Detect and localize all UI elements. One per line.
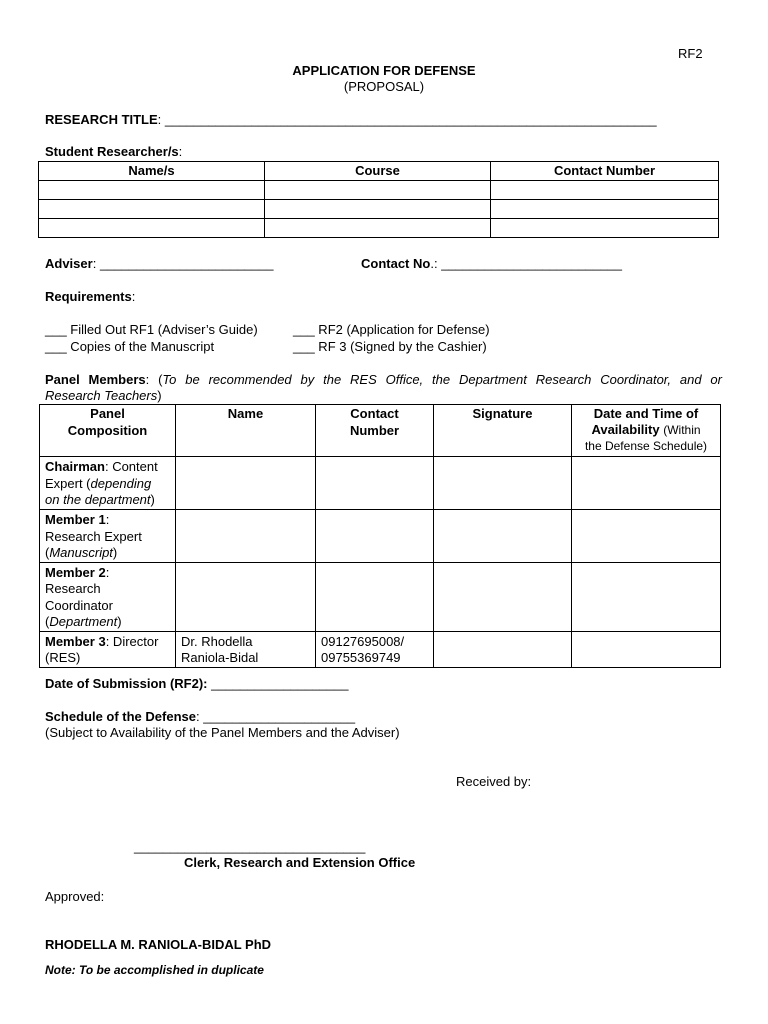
requirement-item[interactable]: ___ RF2 (Application for Defense) (293, 322, 490, 337)
adviser-contact-field[interactable]: Contact No.: _________________________ (361, 256, 622, 271)
panel-members-table (39, 404, 721, 668)
panel-availability-cell[interactable] (572, 510, 721, 563)
student-contact-cell[interactable] (491, 219, 719, 238)
research-title-field[interactable]: RESEARCH TITLE: ____________________________________________________________________ (45, 112, 657, 127)
column-header-name: Name (176, 405, 316, 457)
panel-availability-cell[interactable] (572, 457, 721, 510)
column-header-course: Course (265, 162, 491, 181)
student-course-cell[interactable] (265, 181, 491, 200)
clerk-title: Clerk, Research and Extension Office (184, 855, 416, 870)
student-name-cell[interactable] (39, 200, 265, 219)
panel-contact-cell[interactable] (316, 510, 434, 563)
panel-members-heading: Panel Members: (To be recommended by the RES Office, the Department Research Coordinator, and or (45, 372, 722, 387)
table-row (40, 510, 721, 563)
form-title: APPLICATION FOR DEFENSE (292, 63, 476, 78)
form-code: RF2 (678, 46, 703, 61)
panel-role-member-2: Member 2: Research Coordinator (Department) (40, 562, 176, 631)
adviser-line[interactable]: ________________________ (99, 256, 274, 271)
defense-schedule-label: Schedule of the Defense (45, 709, 196, 724)
panel-availability-cell[interactable] (572, 562, 721, 631)
submission-date-line[interactable]: ___________________ (211, 676, 349, 691)
student-name-cell[interactable] (39, 219, 265, 238)
requirement-item[interactable]: ___ RF 3 (Signed by the Cashier) (293, 339, 487, 354)
student-course-cell[interactable] (265, 219, 491, 238)
panel-contact-cell[interactable] (316, 457, 434, 510)
submission-date-field[interactable] (45, 676, 349, 692)
panel-name-cell: Dr. Rhodella Raniola-Bidal (176, 631, 316, 667)
adviser-label: Adviser (45, 256, 93, 271)
table-row (39, 200, 719, 219)
student-contact-cell[interactable] (491, 181, 719, 200)
student-course-cell[interactable] (265, 200, 491, 219)
panel-signature-cell[interactable] (434, 510, 572, 563)
panel-role-member-1: Member 1: Research Expert (Manuscript) (40, 510, 176, 563)
defense-schedule-line[interactable]: _____________________ (203, 709, 356, 724)
defense-schedule-note: (Subject to Availability of the Panel Members and the Adviser) (45, 725, 400, 740)
table-row (39, 219, 719, 238)
form-subtitle: (PROPOSAL) (343, 79, 425, 94)
panel-name-cell[interactable] (176, 562, 316, 631)
column-header-contact: Contact Number (491, 162, 719, 181)
panel-role-chairman: Chairman: Content Expert (depending on the department) (40, 457, 176, 510)
student-name-cell[interactable] (39, 181, 265, 200)
panel-contact-cell[interactable] (316, 562, 434, 631)
defense-schedule-field[interactable]: Schedule of the Defense: _____________________ (45, 709, 356, 724)
table-row (40, 631, 721, 667)
duplicate-note: Note: To be accomplished in duplicate (45, 963, 264, 977)
panel-name-cell[interactable] (176, 457, 316, 510)
adviser-contact-line[interactable]: _________________________ (441, 256, 622, 271)
adviser-contact-label: Contact No (361, 256, 431, 271)
panel-role-member-3: Member 3: Director (RES) (40, 631, 176, 667)
panel-signature-cell[interactable] (434, 562, 572, 631)
panel-availability-cell[interactable] (572, 631, 721, 667)
submission-date-label: Date of Submission (RF2): (45, 676, 208, 691)
panel-members-note: Research Teachers) (45, 388, 162, 403)
table-row (40, 562, 721, 631)
column-header-signature: Signature (434, 405, 572, 457)
requirement-item[interactable]: ___ Copies of the Manuscript (45, 339, 215, 354)
table-row (39, 181, 719, 200)
panel-name-cell[interactable] (176, 510, 316, 563)
panel-contact-cell: 09127695008/ 09755369749 (316, 631, 434, 667)
requirements-heading: Requirements: (45, 289, 136, 304)
table-row (40, 457, 721, 510)
approver-name: RHODELLA M. RANIOLA-BIDAL PhD (45, 937, 272, 952)
research-title-label: RESEARCH TITLE (45, 112, 158, 127)
approved-label: Approved: (45, 889, 105, 904)
student-researchers-table (38, 161, 719, 238)
column-header-composition: Panel Composition (40, 405, 176, 457)
received-by-label: Received by: (456, 774, 532, 789)
adviser-field[interactable]: Adviser: ________________________ (45, 256, 274, 271)
panel-signature-cell[interactable] (434, 631, 572, 667)
clerk-signature-line[interactable]: ________________________________ (134, 839, 366, 854)
student-contact-cell[interactable] (491, 200, 719, 219)
column-header-contact-number: Contact Number (316, 405, 434, 457)
column-header-availability: Date and Time of Availability (Within the Defense Schedule) (572, 405, 721, 457)
research-title-line[interactable]: ____________________________________________________________________ (164, 112, 657, 127)
panel-signature-cell[interactable] (434, 457, 572, 510)
requirement-item[interactable]: ___ Filled Out RF1 (Adviser’s Guide) (45, 322, 258, 337)
column-header-names: Name/s (39, 162, 265, 181)
student-researchers-heading: Student Researcher/s: (45, 144, 183, 159)
